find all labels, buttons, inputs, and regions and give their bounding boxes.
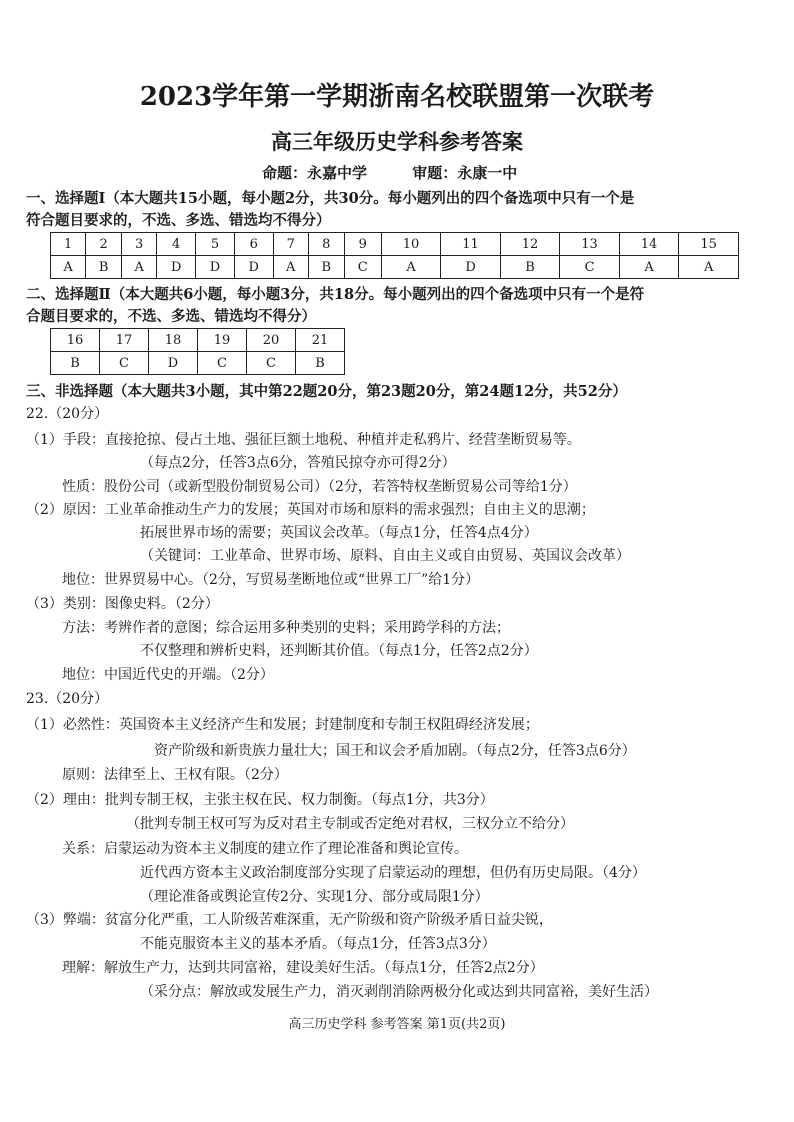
reviewer: 审题：永康一中 (412, 164, 518, 182)
answer-line: 近代西方资本主义政治制度部分实现了启蒙运动的理想，但仍有历史局限。（4分） (140, 865, 646, 881)
table-cell: B (86, 256, 122, 279)
table-cell: 19 (198, 329, 247, 352)
table-cell: C (247, 352, 296, 375)
authors (262, 162, 557, 183)
answer-line: （理论准备或舆论宣传2分、实现1分、部分或局限1分） (140, 889, 489, 905)
table-cell: D (441, 256, 501, 279)
table-cell: 6 (234, 233, 273, 256)
table-cell: 3 (122, 233, 157, 256)
answer-line: （采分点：解放或发展生产力，消灭剥削消除两极分化或达到共同富裕，美好生活） (140, 984, 658, 1000)
table-cell: B (51, 352, 100, 375)
table-cell: A (381, 256, 441, 279)
table-cell: C (198, 352, 247, 375)
answer-line: 原则：法律至上、王权有限。（2分） (62, 767, 288, 783)
table-cell: 20 (247, 329, 296, 352)
table-cell: 11 (441, 233, 501, 256)
document-title: 2023学年第一学期浙南名校联盟第一次联考 (139, 82, 655, 112)
table-cell: D (157, 256, 196, 279)
answer-line: 资产阶级和新贵族力量壮大；国王和议会矛盾加剧。（每点2分，任答3点6分） (154, 743, 636, 759)
table-cell: A (679, 256, 739, 279)
table-cell: 13 (560, 233, 620, 256)
table-cell: 21 (296, 329, 345, 352)
answer-line: 地位：中国近代史的开端。（2分） (62, 667, 274, 683)
table-cell: 2 (86, 233, 122, 256)
table-cell: 4 (157, 233, 196, 256)
table-cell: 15 (679, 233, 739, 256)
table-cell: D (196, 256, 235, 279)
answer-line: （批判专制王权可写为反对君主专制或否定绝对君权，三权分立不给分） (126, 816, 574, 832)
section3-header: 三、非选择题（本大题共3小题，其中第22题20分，第23题20分，第24题12分，共52分） (26, 383, 627, 400)
section1-header: 一、选择题Ⅰ（本大题共15小题，每小题2分，共30分。每小题列出的四个备选项中只有一个是 (26, 190, 635, 207)
table-cell: C (560, 256, 620, 279)
answer-line: （每点2分，任答3点6分，答殖民掠夺亦可得2分） (140, 455, 456, 471)
answer-row (51, 352, 345, 375)
answer-line: 不能克服资本主义的基本矛盾。（每点1分，任答3点3分） (140, 936, 496, 952)
answer-row (51, 256, 739, 279)
answer-line: 关系：启蒙运动为资本主义制度的建立作了理论准备和舆论宣传。 (62, 841, 468, 857)
table-cell: C (100, 352, 149, 375)
answer-line: 方法：考辨作者的意图；综合运用多种类别的史料；采用跨学科的方法； (62, 620, 510, 636)
answer-line: （关键词：工业革命、世界市场、原料、自由主义或自由贸易、英国议会改革） (140, 548, 630, 564)
page-footer: 高三历史学科 参考答案 第1页(共2页) (288, 1017, 506, 1032)
answer-line: （1）必然性：英国资本主义经济产生和发展；封建制度和专制王权阻碍经济发展； (26, 717, 539, 733)
section2-header-cont: 合题目要求的，不选、多选、错选均不得分） (26, 308, 316, 325)
table-cell: A (273, 256, 308, 279)
table-cell: B (308, 256, 344, 279)
question-heading: 22.（20分） (26, 406, 109, 422)
table-cell: 17 (100, 329, 149, 352)
table-cell: A (619, 256, 679, 279)
table-cell: A (51, 256, 86, 279)
table-cell: 7 (273, 233, 308, 256)
question-heading: 23.（20分） (26, 691, 109, 707)
answer-line: 不仅整理和辨析史料，还判断其价值。（每点1分，任答2点2分） (140, 643, 538, 659)
answer-line: （2）原因：工业革命推动生产力的发展；英国对市场和原料的需求强烈；自由主义的思潮； (26, 502, 595, 518)
section1-answer-table (50, 232, 739, 279)
table-cell: 10 (381, 233, 441, 256)
answer-line: 理解：解放生产力，达到共同富裕，建设美好生活。（每点1分，任答2点2分） (62, 960, 544, 976)
answer-line: （3）弊端：贫富分化严重，工人阶级苦难深重，无产阶级和资产阶级矛盾日益尖锐， (26, 912, 553, 928)
table-cell: B (296, 352, 345, 375)
table-cell: C (344, 256, 381, 279)
table-cell: 9 (344, 233, 381, 256)
table-cell: B (500, 256, 560, 279)
answer-line: （3）类别：图像史料。（2分） (26, 596, 219, 612)
table-cell: 8 (308, 233, 344, 256)
question-number-row (51, 233, 739, 256)
answer-line: 拓展世界市场的需要；英国议会改革。（每点1分，任答4点4分） (140, 525, 538, 541)
answer-line: 性质：股份公司（或新型股份制贸易公司）（2分，若答特权垄断贸易公司等给1分） (62, 479, 577, 495)
answer-line: 地位：世界贸易中心。（2分，写贸易垄断地位或“世界工厂”给1分） (62, 572, 480, 588)
answer-line: （1）手段：直接抢掠、侵占土地、强征巨额土地税、种植并走私鸦片、经营垄断贸易等。 (26, 432, 581, 448)
table-cell: D (149, 352, 198, 375)
table-cell: 18 (149, 329, 198, 352)
table-cell: A (122, 256, 157, 279)
table-cell: 1 (51, 233, 86, 256)
document-subtitle: 高三年级历史学科参考答案 (271, 129, 523, 154)
table-cell: D (234, 256, 273, 279)
table-cell: 14 (619, 233, 679, 256)
answer-line: （2）理由：批判专制王权，主张主权在民、权力制衡。（每点1分，共3分） (26, 792, 494, 808)
table-cell: 16 (51, 329, 100, 352)
question-number-row (51, 329, 345, 352)
section1-header-cont: 符合题目要求的，不选、多选、错选均不得分） (26, 212, 331, 229)
section2-answer-table (50, 328, 345, 375)
table-cell: 12 (500, 233, 560, 256)
table-cell: 5 (196, 233, 235, 256)
section2-header: 二、选择题Ⅱ（本大题共6小题，每小题3分，共18分。每小题列出的四个备选项中只有一个是符 (26, 286, 645, 303)
proposer: 命题：永嘉中学 (262, 164, 368, 182)
